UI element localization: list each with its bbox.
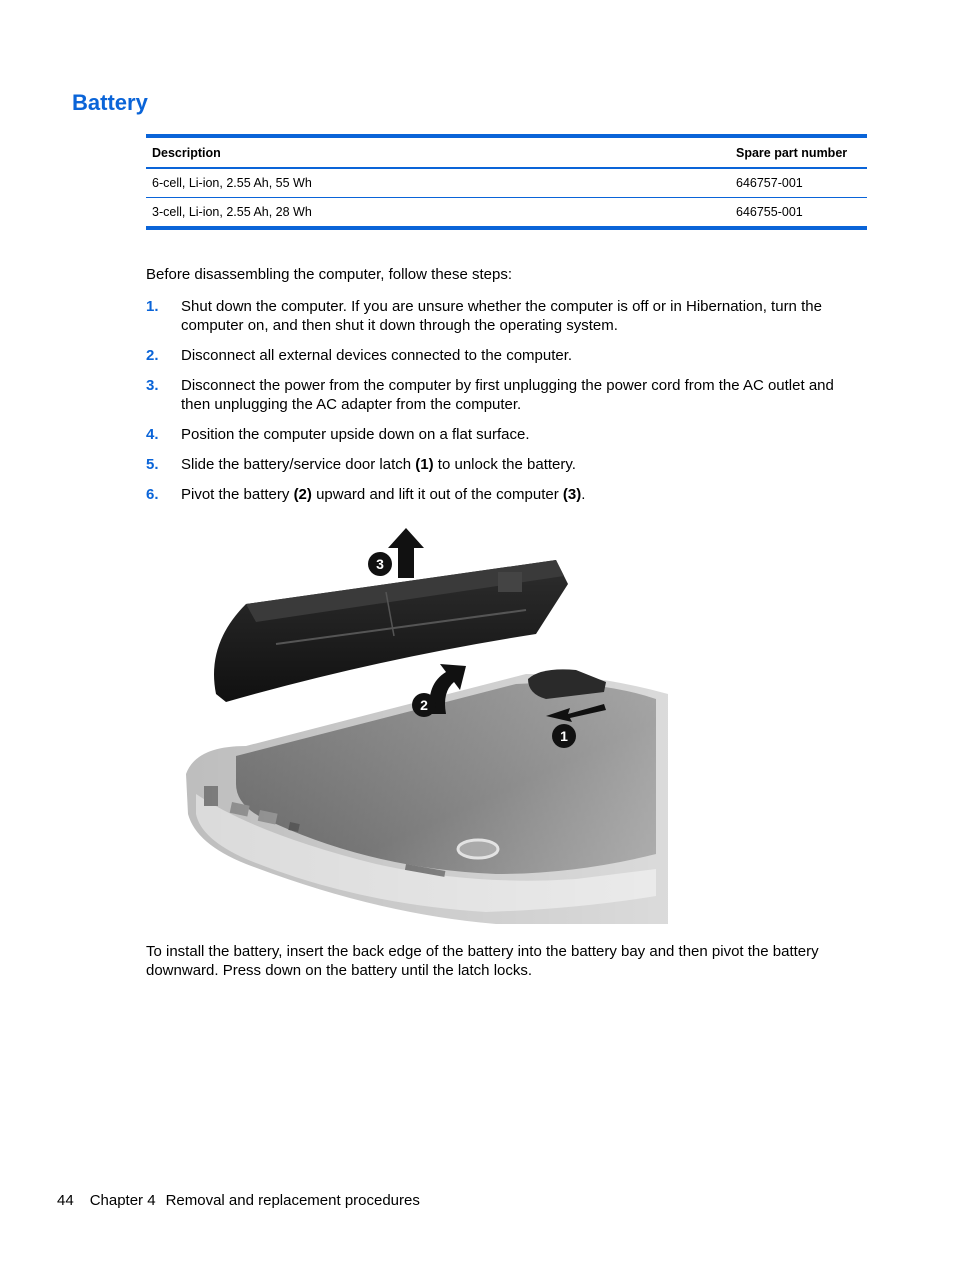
step-number: 1. xyxy=(146,298,159,315)
footer-chapter: Chapter 4 xyxy=(89,1192,156,1209)
step-text-after: to unlock the battery. xyxy=(433,456,576,473)
page-footer xyxy=(57,1192,420,1209)
callout-3 xyxy=(368,552,392,576)
step-item xyxy=(146,346,858,365)
step-text-mid: upward and lift it out of the computer xyxy=(311,486,563,503)
step-number: 3. xyxy=(146,377,159,394)
callout-3-label: 3 xyxy=(376,556,384,572)
footer-chapter-title: Removal and replacement procedures xyxy=(165,1192,420,1209)
table-header-row xyxy=(146,136,867,168)
header-description: Description xyxy=(146,136,730,168)
step-number: 2. xyxy=(146,347,159,364)
table-row xyxy=(146,168,867,198)
step-item xyxy=(146,485,858,504)
page-number: 44 xyxy=(57,1192,74,1209)
cell-part-number: 646757-001 xyxy=(730,168,867,198)
step-callout-ref: (2) xyxy=(293,486,312,503)
closing-text: To install the battery, insert the back edge of the battery into the battery bay and then pivot the battery downward. Press down on the battery until the latch locks. xyxy=(146,943,819,979)
intro-text: Before disassembling the computer, follow these steps: xyxy=(146,266,513,283)
header-spare-part-number: Spare part number xyxy=(730,136,867,168)
callout-1 xyxy=(552,724,576,748)
step-callout-ref: (3) xyxy=(562,486,582,503)
step-item xyxy=(146,376,858,414)
cell-description: 6-cell, Li-ion, 2.55 Ah, 55 Wh xyxy=(146,168,730,198)
step-text: Position the computer upside down on a flat surface. xyxy=(181,426,530,443)
step-text-before: Pivot the battery xyxy=(181,486,294,503)
step-text: Disconnect the power from the computer by first unplugging the power cord from the AC outlet and then unplugging the AC adapter from the computer. xyxy=(181,377,834,413)
callout-2-label: 2 xyxy=(420,697,428,713)
spare-parts-table xyxy=(146,134,867,230)
callout-1-label: 1 xyxy=(560,728,568,744)
step-item xyxy=(146,297,858,335)
battery-removal-illustration xyxy=(176,524,668,924)
step-item xyxy=(146,455,858,474)
callout-2 xyxy=(412,693,436,717)
steps-list xyxy=(146,297,858,515)
step-callout-ref: (1) xyxy=(415,456,434,473)
table-row xyxy=(146,198,867,229)
cell-description: 3-cell, Li-ion, 2.55 Ah, 28 Wh xyxy=(152,205,312,219)
step-item xyxy=(146,425,858,444)
step-text-before: Slide the battery/service door latch xyxy=(181,456,416,473)
step-text-after: . xyxy=(581,486,586,503)
step-number: 6. xyxy=(146,486,159,503)
cell-part-number: 646755-001 xyxy=(736,205,803,219)
step-number: 5. xyxy=(146,456,159,473)
step-text: Disconnect all external devices connected to the computer. xyxy=(181,347,573,364)
page-title: Battery xyxy=(72,90,148,115)
step-text: Shut down the computer. If you are unsure whether the computer is off or in Hibernation, turn the computer on, and then shut it down through the operating system. xyxy=(181,298,822,334)
step-number: 4. xyxy=(146,426,159,443)
